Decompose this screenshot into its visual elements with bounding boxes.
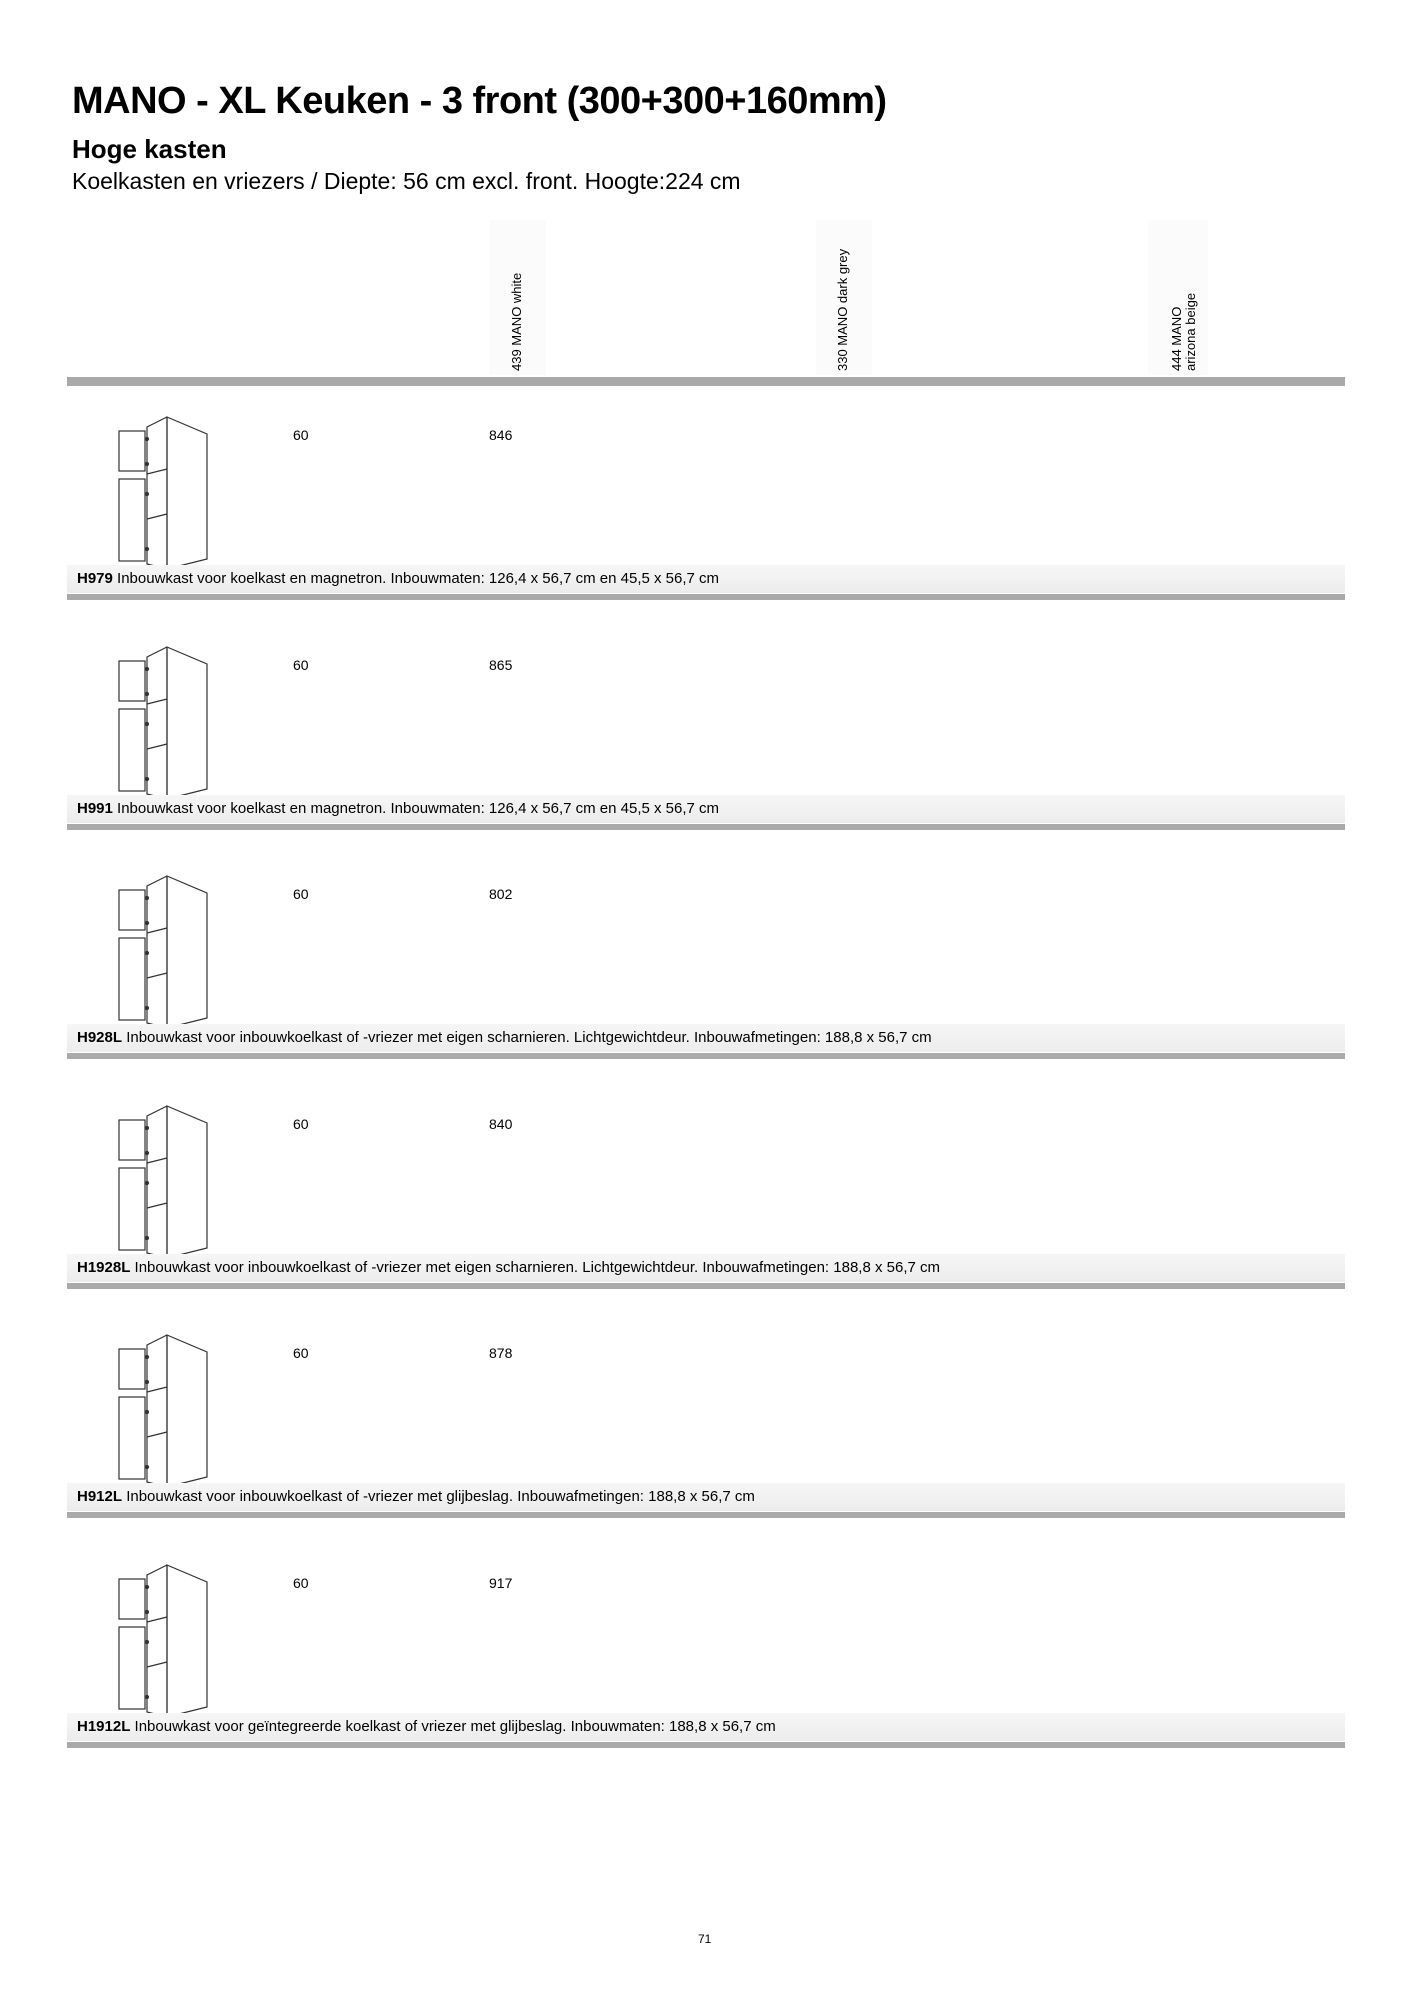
product-width: 60 bbox=[293, 656, 309, 673]
product-width: 60 bbox=[293, 1574, 309, 1591]
product-width: 60 bbox=[293, 886, 309, 902]
product-width: 60 bbox=[293, 427, 309, 443]
product-description: Inbouwkast voor koelkast en magnetron. Inbouwmaten: 126,4 x 56,7 cm en 45,5 x 56,7 cm bbox=[112, 570, 720, 587]
product-code: H912L bbox=[77, 1488, 123, 1505]
row-divider bbox=[67, 1742, 1345, 1748]
row-divider bbox=[67, 1283, 1345, 1289]
product-description: Inbouwkast voor inbouwkoelkast of -vriezer met eigen scharnieren. Lichtgewichtdeur. Inbouwafmetingen: 188,8 x 56,7 cm bbox=[122, 1029, 932, 1046]
product-width: 60 bbox=[293, 1345, 309, 1361]
row-divider bbox=[67, 824, 1345, 830]
product-price: 878 bbox=[489, 1345, 513, 1361]
product-code: H1912L bbox=[77, 1717, 131, 1735]
cabinet-drawing-icon bbox=[107, 1098, 227, 1258]
product-caption bbox=[67, 1254, 1345, 1282]
product-row bbox=[67, 629, 1345, 858]
cabinet-drawing-icon bbox=[107, 868, 227, 1028]
product-description: Inbouwkast voor geïntegreerde koelkast of vriezer met glijbeslag. Inbouwmaten: 188,8 x 56,7 cm bbox=[130, 1717, 776, 1735]
cabinet-drawing-icon bbox=[107, 409, 227, 569]
column-header-white bbox=[490, 220, 546, 375]
product-caption bbox=[67, 1713, 1345, 1741]
row-divider bbox=[67, 594, 1345, 600]
product-code: H991 bbox=[77, 799, 113, 817]
cabinet-drawing-icon bbox=[107, 639, 227, 799]
product-row bbox=[67, 858, 1345, 1087]
page-title: MANO - XL Keuken - 3 front (300+300+160mm) bbox=[72, 80, 887, 122]
product-caption bbox=[67, 565, 1345, 593]
product-width: 60 bbox=[293, 1115, 309, 1132]
product-price: 917 bbox=[489, 1574, 513, 1591]
product-description: Inbouwkast voor inbouwkoelkast of -vriezer met glijbeslag. Inbouwafmetingen: 188,8 x 56,7 cm bbox=[122, 1488, 755, 1505]
product-code: H1928L bbox=[77, 1258, 131, 1276]
row-divider bbox=[67, 1053, 1345, 1059]
column-header-arizona-beige bbox=[1148, 220, 1208, 375]
product-row bbox=[67, 1088, 1345, 1317]
section-description: Koelkasten en vriezers / Diepte: 56 cm excl. front. Hoogte:224 cm bbox=[72, 168, 741, 194]
product-caption bbox=[67, 1483, 1345, 1511]
column-label: 330 MANO dark grey bbox=[835, 248, 850, 371]
column-header-dark-grey bbox=[816, 220, 872, 375]
product-code: H979 bbox=[77, 570, 113, 587]
column-label: 439 MANO white bbox=[509, 272, 524, 371]
page-number: 71 bbox=[698, 1932, 712, 1946]
product-description: Inbouwkast voor inbouwkoelkast of -vriezer met eigen scharnieren. Lichtgewichtdeur. Inbouwafmetingen: 188,8 x 56,7 cm bbox=[130, 1258, 940, 1276]
row-divider bbox=[67, 1512, 1345, 1518]
column-label: 444 MANO arizona beige bbox=[1169, 292, 1198, 371]
product-row bbox=[67, 1317, 1345, 1546]
cabinet-drawing-icon bbox=[107, 1327, 227, 1487]
product-price: 802 bbox=[489, 886, 513, 902]
product-description: Inbouwkast voor koelkast en magnetron. Inbouwmaten: 126,4 x 56,7 cm en 45,5 x 56,7 cm bbox=[112, 799, 720, 817]
product-price: 840 bbox=[489, 1115, 513, 1132]
cabinet-drawing-icon bbox=[107, 1557, 227, 1717]
product-row bbox=[67, 399, 1345, 628]
section-title: Hoge kasten bbox=[72, 134, 227, 164]
header-divider bbox=[67, 377, 1345, 386]
product-caption bbox=[67, 1024, 1345, 1052]
product-price: 865 bbox=[489, 656, 513, 673]
product-caption bbox=[67, 795, 1345, 823]
product-row bbox=[67, 1547, 1345, 1776]
product-code: H928L bbox=[77, 1029, 123, 1046]
product-price: 846 bbox=[489, 427, 513, 443]
